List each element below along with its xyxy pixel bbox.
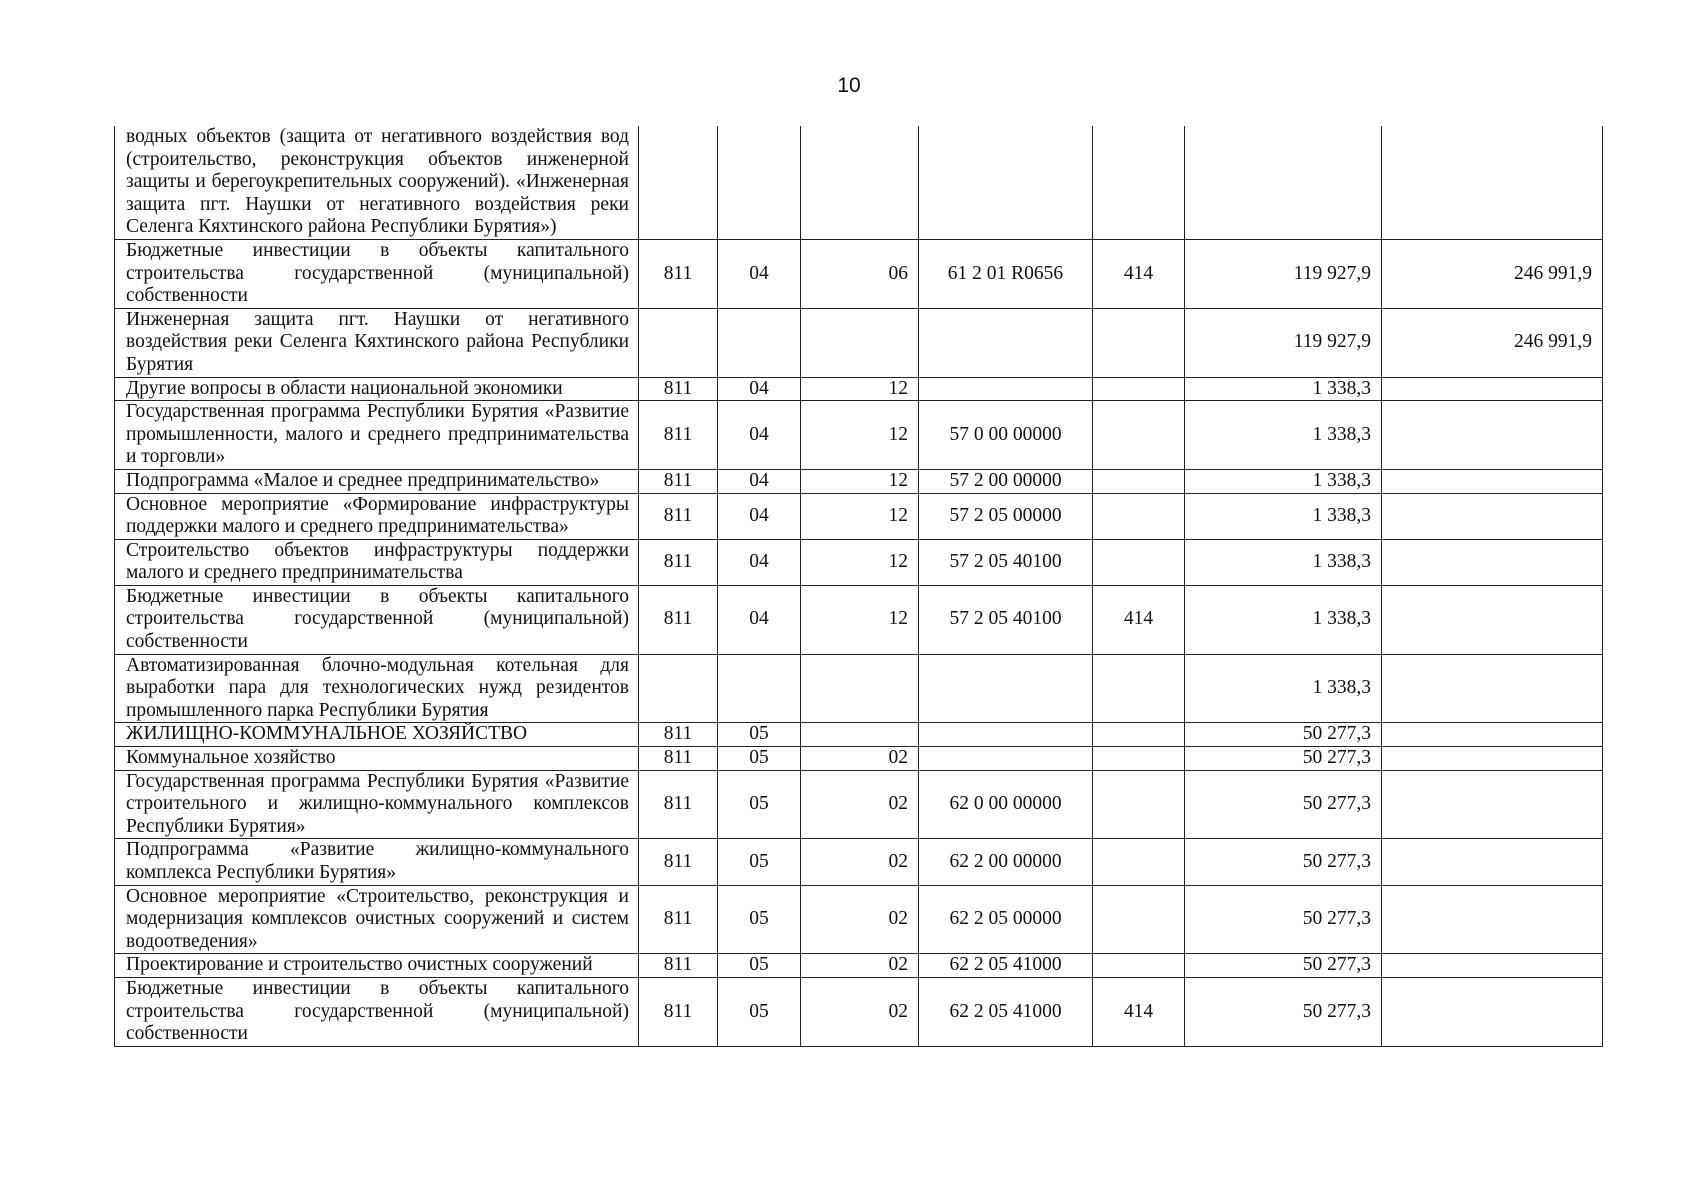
- amount-year2-cell: [1382, 747, 1603, 771]
- subsection-code-cell: 02: [801, 747, 919, 771]
- table-row: [115, 839, 1603, 885]
- target-article-cell: 57 2 05 00000: [919, 493, 1093, 539]
- ved-code-cell: [639, 126, 718, 239]
- subsection-code-cell: [801, 654, 919, 723]
- expense-type-cell: [1093, 308, 1185, 377]
- row-name-cell: Проектирование и строительство очистных сооружений: [115, 954, 639, 978]
- amount-year1-cell: 50 277,3: [1185, 885, 1382, 954]
- amount-year1-cell: 50 277,3: [1185, 770, 1382, 839]
- expense-type-cell: [1093, 126, 1185, 239]
- amount-year1-cell: 1 338,3: [1185, 493, 1382, 539]
- row-name-cell: Основное мероприятие «Формирование инфраструктуры поддержки малого и среднего предпринимательства»: [115, 493, 639, 539]
- amount-year2-cell: 246 991,9: [1382, 308, 1603, 377]
- subsection-code-cell: 02: [801, 770, 919, 839]
- table-row: [115, 239, 1603, 308]
- amount-year1-cell: 119 927,9: [1185, 308, 1382, 377]
- row-name-cell: Подпрограмма «Развитие жилищно-коммунального комплекса Республики Бурятия»: [115, 839, 639, 885]
- row-name-cell: Бюджетные инвестиции в объекты капитального строительства государственной (муниципальной) собственности: [115, 239, 639, 308]
- row-name-cell: Бюджетные инвестиции в объекты капитального строительства государственной (муниципальной) собственности: [115, 977, 639, 1046]
- amount-year2-cell: [1382, 654, 1603, 723]
- target-article-cell: [919, 654, 1093, 723]
- section-code-cell: 04: [718, 239, 801, 308]
- subsection-code-cell: 12: [801, 401, 919, 470]
- amount-year2-cell: [1382, 723, 1603, 747]
- table-row: [115, 954, 1603, 978]
- table-row: [115, 885, 1603, 954]
- row-name-cell: Коммунальное хозяйство: [115, 747, 639, 771]
- ved-code-cell: 811: [639, 585, 718, 654]
- table-row: [115, 469, 1603, 493]
- target-article-cell: [919, 377, 1093, 401]
- ved-code-cell: 811: [639, 539, 718, 585]
- ved-code-cell: 811: [639, 469, 718, 493]
- section-code-cell: [718, 654, 801, 723]
- row-name-cell: Строительство объектов инфраструктуры поддержки малого и среднего предпринимательства: [115, 539, 639, 585]
- subsection-code-cell: 02: [801, 839, 919, 885]
- amount-year2-cell: [1382, 469, 1603, 493]
- ved-code-cell: [639, 654, 718, 723]
- expense-type-cell: [1093, 839, 1185, 885]
- ved-code-cell: 811: [639, 239, 718, 308]
- amount-year2-cell: [1382, 401, 1603, 470]
- table-row: [115, 654, 1603, 723]
- section-code-cell: 05: [718, 977, 801, 1046]
- expense-type-cell: [1093, 377, 1185, 401]
- section-code-cell: [718, 126, 801, 239]
- ved-code-cell: 811: [639, 954, 718, 978]
- amount-year1-cell: 1 338,3: [1185, 377, 1382, 401]
- subsection-code-cell: 12: [801, 539, 919, 585]
- section-code-cell: 05: [718, 954, 801, 978]
- target-article-cell: [919, 723, 1093, 747]
- section-code-cell: 04: [718, 585, 801, 654]
- expense-type-cell: [1093, 401, 1185, 470]
- subsection-code-cell: 12: [801, 585, 919, 654]
- amount-year1-cell: 119 927,9: [1185, 239, 1382, 308]
- amount-year2-cell: [1382, 770, 1603, 839]
- row-name-cell: Подпрограмма «Малое и среднее предпринимательство»: [115, 469, 639, 493]
- row-name-cell: водных объектов (защита от негативного воздействия вод (строительство, реконструкция объектов инженерной защиты и берегоукрепительных сооружений). «Инженерная защита пгт. Наушки от негативного воздействия реки Селенга Кяхтинского района Республики Бурятия»): [115, 126, 639, 239]
- section-code-cell: 05: [718, 747, 801, 771]
- section-code-cell: 04: [718, 469, 801, 493]
- amount-year2-cell: 246 991,9: [1382, 239, 1603, 308]
- amount-year1-cell: 50 277,3: [1185, 747, 1382, 771]
- budget-table: [114, 126, 1603, 1047]
- amount-year1-cell: 50 277,3: [1185, 839, 1382, 885]
- target-article-cell: 62 2 05 00000: [919, 885, 1093, 954]
- amount-year2-cell: [1382, 126, 1603, 239]
- expense-type-cell: 414: [1093, 977, 1185, 1046]
- section-code-cell: 05: [718, 723, 801, 747]
- amount-year2-cell: [1382, 954, 1603, 978]
- expense-type-cell: 414: [1093, 239, 1185, 308]
- ved-code-cell: 811: [639, 723, 718, 747]
- amount-year1-cell: 1 338,3: [1185, 539, 1382, 585]
- table-row: [115, 308, 1603, 377]
- amount-year1-cell: 50 277,3: [1185, 977, 1382, 1046]
- expense-type-cell: [1093, 885, 1185, 954]
- subsection-code-cell: 12: [801, 377, 919, 401]
- target-article-cell: 62 2 00 00000: [919, 839, 1093, 885]
- row-name-cell: Основное мероприятие «Строительство, реконструкция и модернизация комплексов очистных сооружений и систем водоотведения»: [115, 885, 639, 954]
- amount-year1-cell: 1 338,3: [1185, 469, 1382, 493]
- expense-type-cell: 414: [1093, 585, 1185, 654]
- row-name-cell: Бюджетные инвестиции в объекты капитального строительства государственной (муниципальной) собственности: [115, 585, 639, 654]
- subsection-code-cell: [801, 723, 919, 747]
- expense-type-cell: [1093, 539, 1185, 585]
- amount-year2-cell: [1382, 539, 1603, 585]
- section-code-cell: [718, 308, 801, 377]
- target-article-cell: 62 2 05 41000: [919, 954, 1093, 978]
- expense-type-cell: [1093, 654, 1185, 723]
- section-code-cell: 05: [718, 885, 801, 954]
- ved-code-cell: 811: [639, 770, 718, 839]
- amount-year1-cell: [1185, 126, 1382, 239]
- amount-year2-cell: [1382, 839, 1603, 885]
- section-code-cell: 04: [718, 539, 801, 585]
- subsection-code-cell: 02: [801, 885, 919, 954]
- ved-code-cell: 811: [639, 377, 718, 401]
- subsection-code-cell: [801, 126, 919, 239]
- target-article-cell: 57 2 05 40100: [919, 585, 1093, 654]
- table-body: [115, 126, 1603, 1046]
- target-article-cell: 57 2 00 00000: [919, 469, 1093, 493]
- target-article-cell: [919, 308, 1093, 377]
- table-row: [115, 493, 1603, 539]
- row-name-cell: Инженерная защита пгт. Наушки от негативного воздействия реки Селенга Кяхтинского района Республики Бурятия: [115, 308, 639, 377]
- ved-code-cell: 811: [639, 493, 718, 539]
- subsection-code-cell: 02: [801, 954, 919, 978]
- expense-type-cell: [1093, 954, 1185, 978]
- table-row: [115, 539, 1603, 585]
- ved-code-cell: 811: [639, 401, 718, 470]
- ved-code-cell: 811: [639, 839, 718, 885]
- amount-year2-cell: [1382, 377, 1603, 401]
- amount-year2-cell: [1382, 977, 1603, 1046]
- row-name-cell: Государственная программа Республики Бурятия «Развитие промышленности, малого и среднего предпринимательства и торговли»: [115, 401, 639, 470]
- amount-year1-cell: 1 338,3: [1185, 654, 1382, 723]
- amount-year1-cell: 1 338,3: [1185, 585, 1382, 654]
- subsection-code-cell: 12: [801, 493, 919, 539]
- section-code-cell: 05: [718, 770, 801, 839]
- table-row: [115, 585, 1603, 654]
- table-row: [115, 723, 1603, 747]
- expense-type-cell: [1093, 747, 1185, 771]
- table-row: [115, 401, 1603, 470]
- target-article-cell: 57 2 05 40100: [919, 539, 1093, 585]
- page-number: 10: [837, 74, 861, 97]
- table-row: [115, 977, 1603, 1046]
- subsection-code-cell: 06: [801, 239, 919, 308]
- amount-year1-cell: 50 277,3: [1185, 954, 1382, 978]
- amount-year2-cell: [1382, 585, 1603, 654]
- subsection-code-cell: [801, 308, 919, 377]
- table-row: [115, 770, 1603, 839]
- expense-type-cell: [1093, 469, 1185, 493]
- target-article-cell: 62 0 00 00000: [919, 770, 1093, 839]
- expense-type-cell: [1093, 770, 1185, 839]
- section-code-cell: 04: [718, 401, 801, 470]
- table-row: [115, 747, 1603, 771]
- ved-code-cell: 811: [639, 747, 718, 771]
- target-article-cell: 61 2 01 R0656: [919, 239, 1093, 308]
- expense-type-cell: [1093, 723, 1185, 747]
- row-name-cell: Государственная программа Республики Бурятия «Развитие строительного и жилищно-коммунального комплексов Республики Бурятия»: [115, 770, 639, 839]
- ved-code-cell: 811: [639, 977, 718, 1046]
- target-article-cell: 57 0 00 00000: [919, 401, 1093, 470]
- subsection-code-cell: 02: [801, 977, 919, 1046]
- amount-year1-cell: 1 338,3: [1185, 401, 1382, 470]
- target-article-cell: [919, 126, 1093, 239]
- subsection-code-cell: 12: [801, 469, 919, 493]
- row-name-cell: Автоматизированная блочно-модульная котельная для выработки пара для технологических нужд резидентов промышленного парка Республики Бурятия: [115, 654, 639, 723]
- ved-code-cell: [639, 308, 718, 377]
- row-name-cell: ЖИЛИЩНО-КОММУНАЛЬНОЕ ХОЗЯЙСТВО: [115, 723, 639, 747]
- expense-type-cell: [1093, 493, 1185, 539]
- target-article-cell: 62 2 05 41000: [919, 977, 1093, 1046]
- target-article-cell: [919, 747, 1093, 771]
- amount-year1-cell: 50 277,3: [1185, 723, 1382, 747]
- ved-code-cell: 811: [639, 885, 718, 954]
- row-name-cell: Другие вопросы в области национальной экономики: [115, 377, 639, 401]
- amount-year2-cell: [1382, 885, 1603, 954]
- table-row: [115, 377, 1603, 401]
- table-row: [115, 126, 1603, 239]
- section-code-cell: 04: [718, 377, 801, 401]
- amount-year2-cell: [1382, 493, 1603, 539]
- section-code-cell: 04: [718, 493, 801, 539]
- section-code-cell: 05: [718, 839, 801, 885]
